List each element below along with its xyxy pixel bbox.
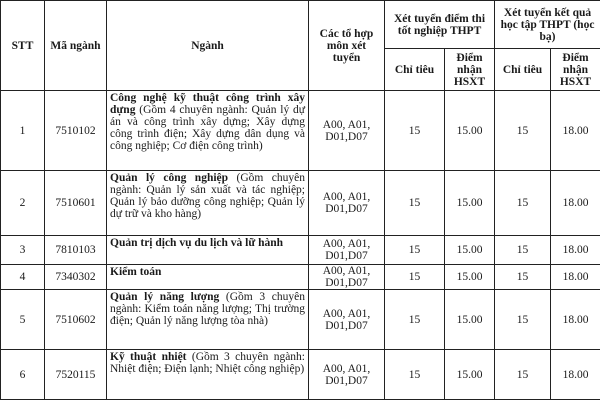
row-combo: A00, A01, D01,D07 (309, 91, 385, 171)
row-stt: 1 (1, 91, 45, 171)
major-detail: (Gồm 3 chuyên ngành: Kiểm toán năng lượng; Thị trường điện; Quản lý năng lượng tòa nhà) (110, 291, 305, 327)
table-row (1, 91, 600, 171)
row-stt: 5 (1, 290, 45, 350)
row-transcript-quota: 15 (495, 265, 551, 290)
row-major (107, 265, 309, 290)
row-thpt-quota: 15 (385, 236, 445, 265)
header-thpt-quota: Chỉ tiêu (385, 49, 445, 91)
major-name: Quản lý năng lượng (110, 291, 220, 303)
row-major (107, 290, 309, 350)
row-code: 7510601 (45, 171, 107, 236)
major-name: Quản lý công nghiệp (110, 172, 229, 184)
row-code: 7510602 (45, 290, 107, 350)
row-transcript-score: 18.00 (551, 290, 600, 350)
row-thpt-quota: 15 (385, 171, 445, 236)
row-code: 7810103 (45, 236, 107, 265)
major-name: Kiểm toán (110, 266, 162, 278)
row-combo: A00, A01, D01,D07 (309, 265, 385, 290)
row-stt: 4 (1, 265, 45, 290)
row-transcript-score: 18.00 (551, 171, 600, 236)
header-transcript-quota: Chỉ tiêu (495, 49, 551, 91)
header-code: Mã ngành (45, 1, 107, 91)
row-major (107, 91, 309, 171)
major-name: Công nghệ kỹ thuật công trình xây dựng (110, 92, 305, 116)
row-thpt-score: 15.00 (445, 290, 495, 350)
row-combo: A00, A01, D01,D07 (309, 236, 385, 265)
row-combo: A00, A01, D01,D07 (309, 290, 385, 350)
table-row (1, 236, 600, 265)
row-transcript-quota: 15 (495, 236, 551, 265)
row-transcript-score: 18.00 (551, 265, 600, 290)
row-transcript-quota: 15 (495, 91, 551, 171)
row-stt: 2 (1, 171, 45, 236)
major-detail: (Gồm chuyên ngành: Quản lý sản xuất và tác nghiệp; Quản lý bảo dưỡng công nghiệp; Quản lý dự trữ và kho hàng) (110, 172, 305, 220)
table-row (1, 265, 600, 290)
major-detail: (Gồm 3 chuyên ngành: Nhiệt điện; Điện lạnh; Nhiệt công nghiệp) (110, 351, 305, 375)
header-group-transcript: Xét tuyển kết quả học tập THPT (học bạ) (495, 1, 600, 49)
row-thpt-quota: 15 (385, 265, 445, 290)
row-thpt-quota: 15 (385, 350, 445, 400)
row-transcript-score: 18.00 (551, 91, 600, 171)
row-thpt-score: 15.00 (445, 236, 495, 265)
row-thpt-quota: 15 (385, 91, 445, 171)
row-code: 7340302 (45, 265, 107, 290)
row-combo: A00, A01, D01,D07 (309, 171, 385, 236)
row-transcript-quota: 15 (495, 171, 551, 236)
row-major (107, 236, 309, 265)
row-transcript-quota: 15 (495, 290, 551, 350)
table-row (1, 290, 600, 350)
row-combo: A00, A01, D01,D07 (309, 350, 385, 400)
row-transcript-score: 18.00 (551, 236, 600, 265)
row-thpt-quota: 15 (385, 290, 445, 350)
row-stt: 3 (1, 236, 45, 265)
header-major: Ngành (107, 1, 309, 91)
row-thpt-score: 15.00 (445, 91, 495, 171)
major-name: Kỹ thuật nhiệt (110, 351, 187, 363)
row-thpt-score: 15.00 (445, 171, 495, 236)
header-transcript-score: Điểm nhận HSXT (551, 49, 600, 91)
header-thpt-score: Điểm nhận HSXT (445, 49, 495, 91)
header-stt: STT (1, 1, 45, 91)
row-major (107, 350, 309, 400)
row-stt: 6 (1, 350, 45, 400)
row-code: 7510102 (45, 91, 107, 171)
header-combo: Các tổ hợp môn xét tuyển (309, 1, 385, 91)
row-transcript-quota: 15 (495, 350, 551, 400)
row-transcript-score: 18.00 (551, 350, 600, 400)
row-major (107, 171, 309, 236)
row-thpt-score: 15.00 (445, 350, 495, 400)
header-group-thpt: Xét tuyển điểm thi tốt nghiệp THPT (385, 1, 495, 49)
table-row (1, 350, 600, 400)
table-row (1, 171, 600, 236)
major-detail: (Gồm 4 chuyên ngành: Quản lý dự án và công trình xây dựng; Xây dựng công trình điện; Xây dựng dân dụng và công nghiệp; Cơ điện công trình) (110, 104, 305, 152)
row-thpt-score: 15.00 (445, 265, 495, 290)
row-code: 7520115 (45, 350, 107, 400)
major-name: Quản trị dịch vụ du lịch và lữ hành (110, 237, 284, 249)
